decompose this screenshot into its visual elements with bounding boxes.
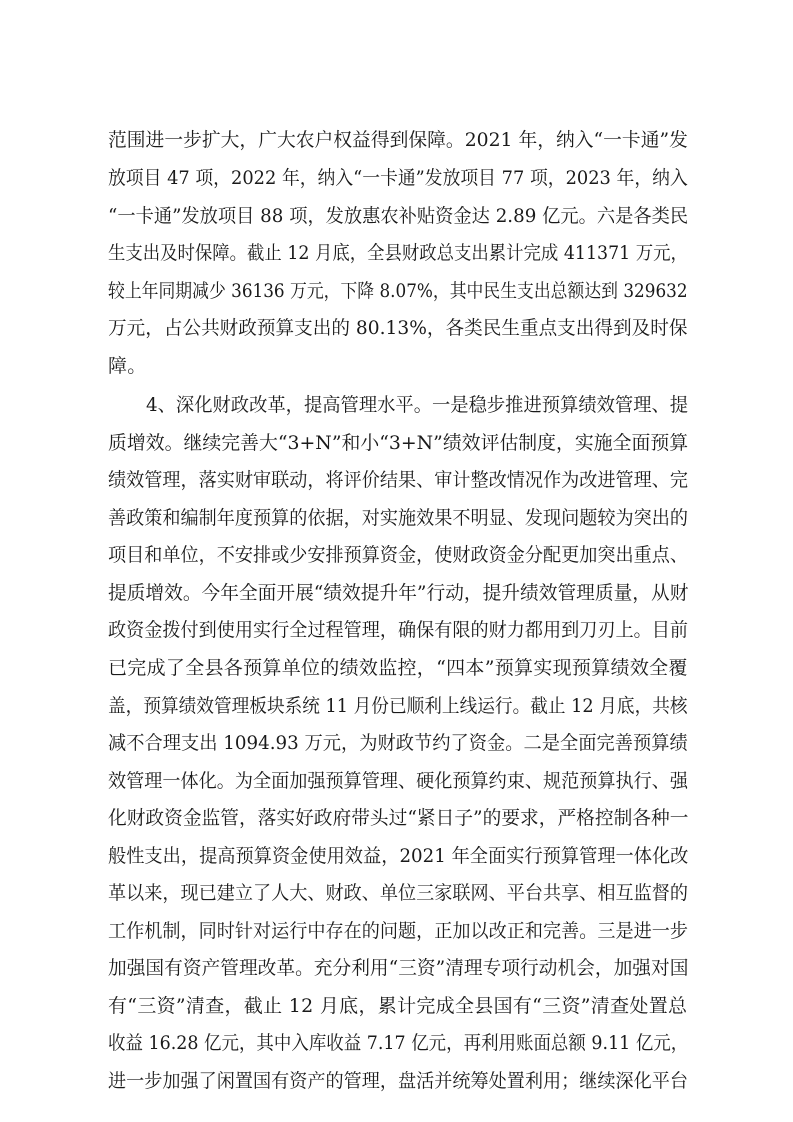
- text-line: 收益 16.28 亿元，其中入库收益 7.17 亿元，再利用账面总额 9.11 亿元，: [108, 1032, 689, 1054]
- paragraph-first-line: 4、深化财政改革，提高管理水平。一是稳步推进预算绩效管理、提: [146, 394, 689, 416]
- text-line: 政资金拨付到使用实行全过程管理，确保有限的财力都用到刀刃上。目前: [108, 619, 688, 641]
- text-line: 障。: [108, 355, 147, 377]
- text-line: 提质增效。今年全面开展“绩效提升年”行动，提升绩效管理质量，从财: [108, 582, 689, 604]
- text-line: 工作机制，同时针对运行中存在的问题，正加以改正和完善。三是进一步: [108, 920, 688, 942]
- text-line: 减不合理支出 1094.93 万元，为财政节约了资金。二是全面完善预算绩: [108, 732, 688, 754]
- text-line: 有“三资”清查，截止 12 月底，累计完成全县国有“三资”清查处置总: [108, 995, 688, 1017]
- text-line: 放项目 47 项，2022 年，纳入“一卡通”发放项目 77 项，2023 年，纳入: [108, 167, 688, 189]
- text-line: 较上年同期减少 36136 万元，下降 8.07%，其中民生支出总额达到 329632: [108, 280, 688, 302]
- text-line: “一卡通”发放项目 88 项，发放惠农补贴资金达 2.89 亿元。六是各类民: [108, 205, 689, 227]
- text-line: 范围进一步扩大，广大农户权益得到保障。2021 年，纳入“一卡通”发: [108, 129, 688, 151]
- text-line: 质增效。继续完善大“3+N”和小“3+N”绩效评估制度，实施全面预算: [108, 432, 689, 454]
- text-line: 盖，预算绩效管理板块系统 11 月份已顺利上线运行。截止 12 月底，共核: [108, 695, 688, 717]
- text-line: 效管理一体化。为全面加强预算管理、硬化预算约束、规范预算执行、强: [108, 770, 688, 792]
- text-line: 化财政资金监管，落实好政府带头过“紧日子”的要求，严格控制各种一: [108, 807, 689, 829]
- text-line: 绩效管理，落实财审联动，将评价结果、审计整改情况作为改进管理、完: [108, 469, 688, 491]
- text-line: 革以来，现已建立了人大、财政、单位三家联网、平台共享、相互监督的: [108, 882, 688, 904]
- text-line: 万元，占公共财政预算支出的 80.13%，各类民生重点支出得到及时保: [108, 317, 688, 339]
- text-line: 进一步加强了闲置国有资产的管理，盘活并统筹处置利用；继续深化平台: [108, 1070, 688, 1092]
- text-line: 般性支出，提高预算资金使用效益，2021 年全面实行预算管理一体化改: [108, 845, 689, 867]
- text-line: 生支出及时保障。截止 12 月底，全县财政总支出累计完成 411371 万元，: [108, 242, 688, 264]
- text-line: 加强国有资产管理改革。充分利用“三资”清理专项行动机会，加强对国: [108, 957, 689, 979]
- text-line: 善政策和编制年度预算的依据，对实施效果不明显、发现问题较为突出的: [108, 507, 688, 529]
- text-line: 已完成了全县各预算单位的绩效监控，“四本”预算实现预算绩效全覆: [108, 657, 688, 679]
- text-line: 项目和单位，不安排或少安排预算资金，使财政资金分配更加突出重点、: [108, 544, 688, 566]
